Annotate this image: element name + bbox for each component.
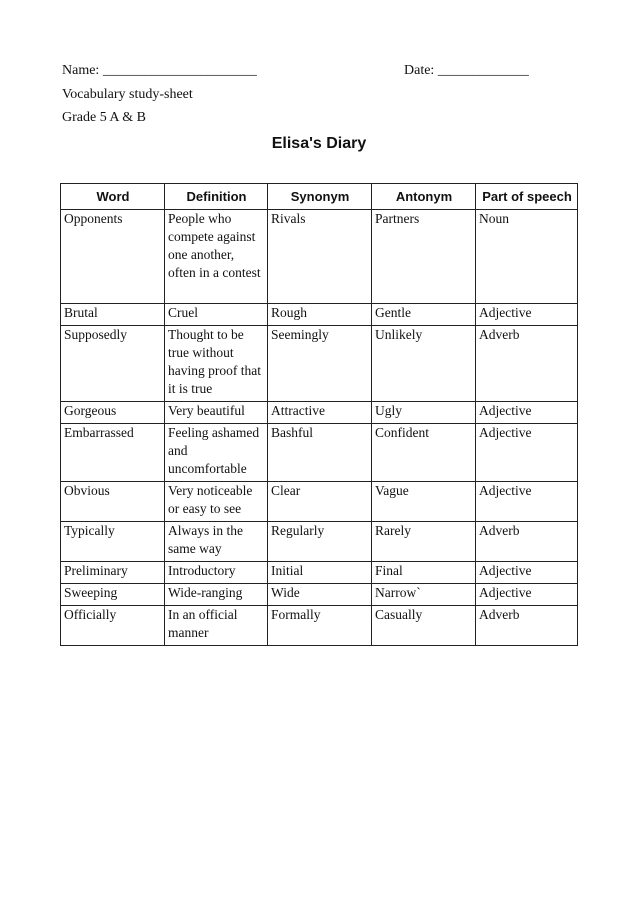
- table-row: [61, 304, 578, 326]
- table-row: [61, 326, 578, 402]
- definition-cell: Cruel: [165, 304, 268, 326]
- synonym-cell: Regularly: [268, 522, 372, 562]
- definition-cell: Always in the same way: [165, 522, 268, 562]
- vocabulary-table: [60, 183, 578, 646]
- definition-cell: People who compete against one another, often in a contest: [165, 210, 268, 304]
- part-of-speech-cell: Adjective: [476, 424, 578, 482]
- synonym-cell: Bashful: [268, 424, 372, 482]
- synonym-cell: Attractive: [268, 402, 372, 424]
- header-word: Word: [61, 184, 165, 210]
- definition-cell: Introductory: [165, 562, 268, 584]
- synonym-cell: Rivals: [268, 210, 372, 304]
- definition-cell: Thought to be true without having proof that it is true: [165, 326, 268, 402]
- definition-cell: Feeling ashamed and uncomfortable: [165, 424, 268, 482]
- word-cell: Supposedly: [61, 326, 165, 402]
- word-cell: Sweeping: [61, 584, 165, 606]
- synonym-cell: Seemingly: [268, 326, 372, 402]
- definition-cell: Wide-ranging: [165, 584, 268, 606]
- table-row: [61, 210, 578, 304]
- synonym-cell: Formally: [268, 606, 372, 646]
- word-cell: Gorgeous: [61, 402, 165, 424]
- grade-label: Grade 5 A & B: [62, 110, 146, 125]
- word-cell: Opponents: [61, 210, 165, 304]
- word-cell: Preliminary: [61, 562, 165, 584]
- antonym-cell: Unlikely: [372, 326, 476, 402]
- word-cell: Obvious: [61, 482, 165, 522]
- part-of-speech-cell: Adverb: [476, 606, 578, 646]
- synonym-cell: Rough: [268, 304, 372, 326]
- word-cell: Officially: [61, 606, 165, 646]
- table-row: [61, 522, 578, 562]
- part-of-speech-cell: Adjective: [476, 584, 578, 606]
- synonym-cell: Initial: [268, 562, 372, 584]
- antonym-cell: Casually: [372, 606, 476, 646]
- antonym-cell: Ugly: [372, 402, 476, 424]
- part-of-speech-cell: Adverb: [476, 522, 578, 562]
- sheet-subtitle: Vocabulary study-sheet: [62, 87, 193, 102]
- antonym-cell: Gentle: [372, 304, 476, 326]
- header-synonym: Synonym: [268, 184, 372, 210]
- table-row: [61, 584, 578, 606]
- table-row: [61, 606, 578, 646]
- page-title: Elisa's Diary: [271, 135, 367, 152]
- synonym-cell: Wide: [268, 584, 372, 606]
- header-definition: Definition: [165, 184, 268, 210]
- word-cell: Embarrassed: [61, 424, 165, 482]
- antonym-cell: Final: [372, 562, 476, 584]
- definition-cell: In an official manner: [165, 606, 268, 646]
- antonym-cell: Narrow`: [372, 584, 476, 606]
- name-field-line: Name: ______________________: [62, 63, 257, 78]
- date-field-line: Date: _____________: [404, 63, 529, 78]
- part-of-speech-cell: Adjective: [476, 304, 578, 326]
- part-of-speech-cell: Adjective: [476, 402, 578, 424]
- part-of-speech-cell: Adverb: [476, 326, 578, 402]
- antonym-cell: Confident: [372, 424, 476, 482]
- antonym-cell: Partners: [372, 210, 476, 304]
- table-body: [61, 210, 578, 646]
- table-header-row: [61, 184, 578, 210]
- part-of-speech-cell: Adjective: [476, 562, 578, 584]
- table-row: [61, 424, 578, 482]
- table-row: [61, 482, 578, 522]
- synonym-cell: Clear: [268, 482, 372, 522]
- table-row: [61, 402, 578, 424]
- header-antonym: Antonym: [372, 184, 476, 210]
- table-row: [61, 562, 578, 584]
- word-cell: Typically: [61, 522, 165, 562]
- part-of-speech-cell: Adjective: [476, 482, 578, 522]
- word-cell: Brutal: [61, 304, 165, 326]
- antonym-cell: Vague: [372, 482, 476, 522]
- header-part-of-speech: Part of speech: [476, 184, 578, 210]
- definition-cell: Very noticeable or easy to see: [165, 482, 268, 522]
- antonym-cell: Rarely: [372, 522, 476, 562]
- part-of-speech-cell: Noun: [476, 210, 578, 304]
- definition-cell: Very beautiful: [165, 402, 268, 424]
